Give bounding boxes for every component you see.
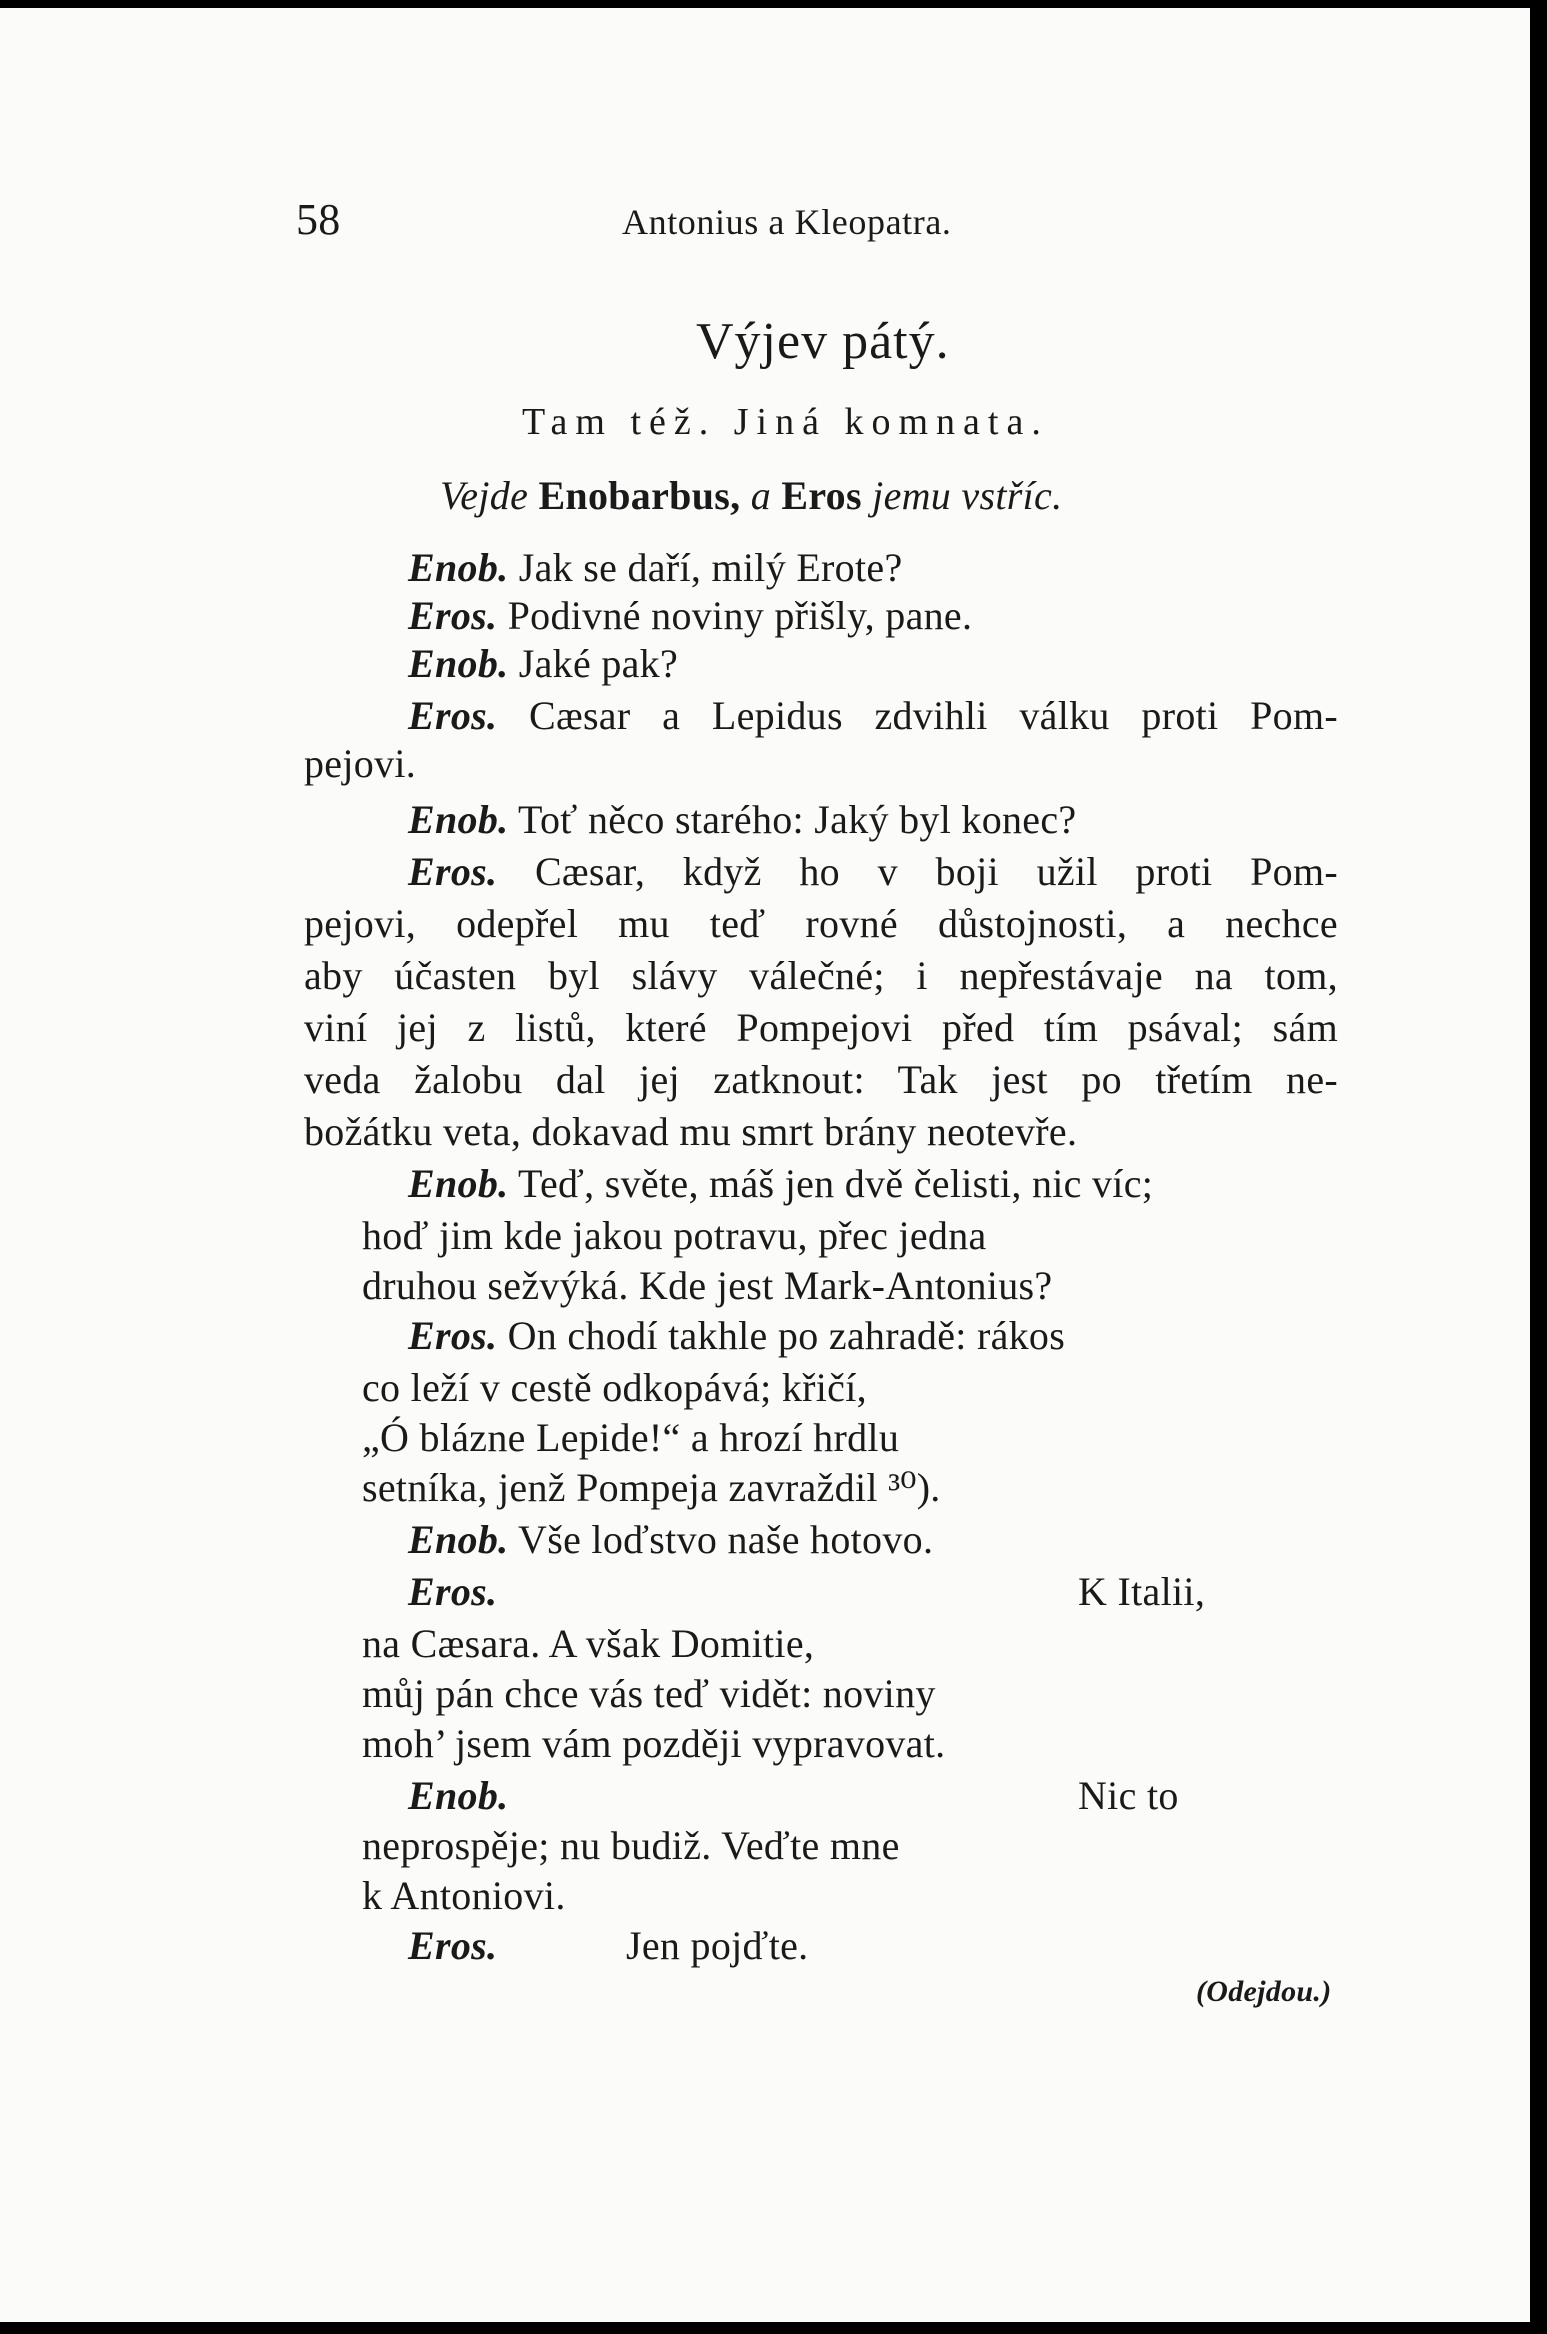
dialogue-text: Toť něco starého: Jaký byl konec?: [518, 797, 1077, 842]
dialogue-line: [408, 692, 1338, 740]
prose-line: viní jej z listů, které Pompejovi před tím psával; sám: [304, 1005, 1338, 1050]
dialogue-line: [408, 796, 1076, 844]
prose-line: pejovi, odepřel mu teď rovné důstojnosti, a nechce: [304, 901, 1338, 946]
speaker-name: Enob.: [408, 1517, 509, 1562]
dialogue-text: Teď, světe, máš jen dvě čelisti, nic víc;: [518, 1161, 1154, 1206]
speaker-name: Enob.: [408, 1161, 509, 1206]
dialogue-line: [408, 1312, 1065, 1360]
scene-heading: Výjev pátý.: [696, 313, 950, 370]
dialogue-text: Cæsar a Lepidus zdvihli válku proti Pom-: [528, 693, 1338, 738]
stage-rest: jemu vstříc.: [872, 473, 1063, 518]
speaker-name: Eros.: [408, 1923, 498, 1968]
speaker-name: Enob.: [408, 641, 509, 686]
dialogue-line: [408, 1772, 508, 1820]
character-eros: Eros: [781, 473, 862, 518]
stage-direction-exit: (Odejdou.): [1196, 1975, 1332, 2008]
dialogue-line: [408, 1922, 497, 1970]
verse-line: setníka, jenž Pompeja zavraždil ³⁰).: [362, 1465, 941, 1510]
dialogue-text: On chodí takhle po zahradě: rákos: [507, 1313, 1066, 1358]
verse-line: co leží v cestě odkopává; křičí,: [362, 1365, 867, 1410]
page-number: 58: [296, 195, 341, 244]
verse-half-line: Nic to: [1078, 1773, 1179, 1818]
verse-line: neprospěje; nu budiž. Veďte mne: [362, 1823, 900, 1868]
speaker-name: Enob.: [408, 1773, 509, 1818]
verse-line: na Cæsara. A však Domitie,: [362, 1621, 815, 1666]
dialogue-text: Jak se daří, milý Erote?: [518, 545, 903, 590]
prose-line: božátku veta, dokavad mu smrt brány neotevře.: [304, 1109, 1078, 1154]
verse-line: k Antoniovi.: [362, 1873, 566, 1918]
verse-line: moh’ jsem vám později vypravovat.: [362, 1721, 946, 1766]
verse-half-line: Jen pojďte.: [626, 1923, 809, 1968]
stage-conjunction: a: [750, 473, 772, 518]
dialogue-text: Vše loďstvo naše hotovo.: [518, 1517, 934, 1562]
dialogue-continuation: pejovi.: [304, 741, 417, 786]
verse-line: můj pán chce vás teď vidět: noviny: [362, 1671, 936, 1716]
prose-line: aby účasten byl slávy válečné; i nepřestávaje na tom,: [304, 953, 1338, 998]
dialogue-text: Jaké pak?: [518, 641, 679, 686]
dialogue-line: [408, 1568, 497, 1616]
speaker-name: Enob.: [408, 797, 509, 842]
dialogue-text: Podivné noviny přišly, pane.: [507, 593, 973, 638]
dialogue-line: [408, 544, 903, 592]
running-title: Antonius a Kleopatra.: [622, 202, 952, 242]
speaker-name: Eros.: [408, 1569, 498, 1614]
dialogue-line: [408, 848, 1338, 896]
scan-border-right: [1530, 0, 1547, 2334]
character-enobarbus: Enobarbus,: [538, 473, 741, 518]
scene-setting: Tam též. Jiná komnata.: [522, 401, 1049, 443]
dialogue-line: [408, 640, 678, 688]
dialogue-text: Cæsar, když ho v boji užil proti Pom-: [534, 849, 1338, 894]
verse-line: „Ó blázne Lepide!“ a hrozí hrdlu: [362, 1415, 900, 1460]
prose-line: veda žalobu dal jej zatknout: Tak jest po třetím ne-: [304, 1057, 1338, 1102]
speaker-name: Enob.: [408, 545, 509, 590]
stage-verb: Vejde: [440, 473, 529, 518]
dialogue-line: [408, 1516, 933, 1564]
speaker-name: Eros.: [408, 1313, 498, 1358]
dialogue-line: [408, 1160, 1153, 1208]
speaker-name: Eros.: [408, 693, 498, 738]
verse-line: hoď jim kde jakou potravu, přec jedna: [362, 1213, 987, 1258]
stage-direction-entrance: [440, 472, 1062, 520]
verse-half-line: K Italii,: [1078, 1569, 1206, 1614]
speaker-name: Eros.: [408, 593, 498, 638]
speaker-name: Eros.: [408, 849, 498, 894]
scan-border-bottom: [0, 2322, 1547, 2334]
dialogue-line: [408, 592, 972, 640]
verse-line: druhou sežvýká. Kde jest Mark-Antonius?: [362, 1263, 1053, 1308]
